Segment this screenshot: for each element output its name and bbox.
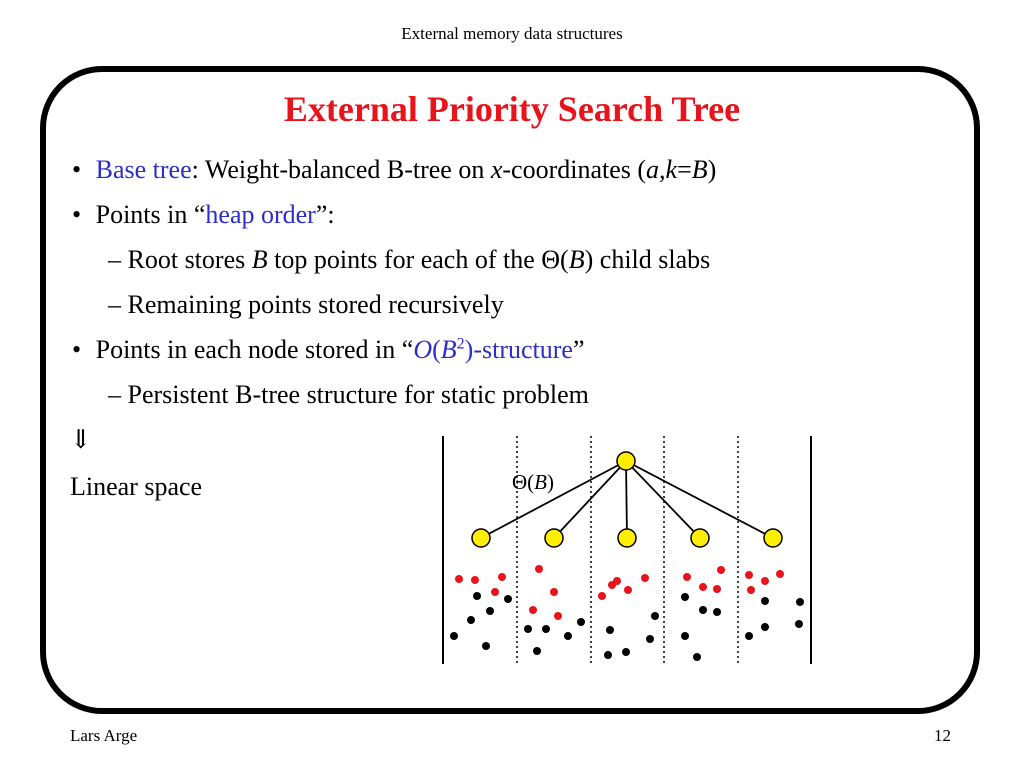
black-point	[681, 632, 689, 640]
red-point	[455, 575, 463, 583]
var-k: k	[665, 155, 678, 184]
var-x: x	[490, 155, 503, 184]
conclusion-text: Linear space	[70, 472, 203, 501]
black-point	[795, 620, 803, 628]
subbullet-recursive: – Remaining points stored recursively	[108, 290, 504, 319]
black-point	[651, 612, 659, 620]
black-point	[796, 598, 804, 606]
slide-header: External memory data structures	[401, 24, 623, 43]
subbullet-text: child slabs	[593, 245, 711, 274]
black-point	[713, 608, 721, 616]
red-point	[624, 586, 632, 594]
black-point	[467, 616, 475, 624]
red-point	[699, 583, 707, 591]
black-point	[504, 595, 512, 603]
red-point	[761, 577, 769, 585]
red-point	[683, 573, 691, 581]
child-node	[691, 529, 709, 547]
black-point	[745, 632, 753, 640]
base-tree-term: Base tree	[95, 155, 192, 184]
theta-symbol: Θ(	[541, 245, 569, 274]
var-B: B	[568, 245, 585, 274]
red-point	[598, 592, 606, 600]
child-node	[472, 529, 490, 547]
close-paren: )	[584, 245, 594, 274]
red-point	[535, 565, 543, 573]
black-point	[486, 607, 494, 615]
implies-arrow: ⇓	[70, 425, 92, 454]
footer-author: Lars Arge	[70, 726, 138, 745]
black-point	[761, 623, 769, 631]
black-point	[681, 593, 689, 601]
red-point	[745, 571, 753, 579]
comma: ,	[659, 155, 666, 184]
bullet-text: Points in “	[95, 200, 206, 229]
theta-label: Θ(B)	[512, 470, 554, 494]
red-point	[641, 574, 649, 582]
child-node	[618, 529, 636, 547]
bullet-text: Points in each node stored in “	[95, 335, 414, 364]
red-point	[613, 577, 621, 585]
red-point	[498, 573, 506, 581]
bullet-text: ”:	[315, 200, 335, 229]
open-paren: (	[432, 335, 441, 364]
red-point	[529, 606, 537, 614]
black-point	[622, 648, 630, 656]
child-node	[764, 529, 782, 547]
black-point	[533, 647, 541, 655]
exponent: 2	[456, 335, 465, 353]
tree-edge	[554, 461, 626, 538]
var-O: O	[413, 335, 433, 364]
red-point	[471, 576, 479, 584]
red-point	[776, 570, 784, 578]
black-point	[646, 635, 654, 643]
close-paren: )	[707, 155, 717, 184]
tree-edge	[626, 461, 627, 538]
subbullet-persistent: – Persistent B-tree structure for static problem	[108, 380, 589, 409]
red-point	[550, 588, 558, 596]
var-B: B	[440, 335, 457, 364]
black-point	[604, 651, 612, 659]
structure-suffix: )-structure	[464, 335, 573, 364]
red-point	[713, 585, 721, 593]
slide-title: External Priority Search Tree	[283, 89, 741, 129]
black-point	[577, 618, 585, 626]
heap-order-term: heap order	[205, 200, 316, 229]
child-node	[545, 529, 563, 547]
bullet-marker: •	[72, 335, 82, 364]
black-point	[450, 632, 458, 640]
black-point	[482, 642, 490, 650]
tree-edge	[626, 461, 773, 538]
red-point	[717, 566, 725, 574]
red-point	[554, 612, 562, 620]
black-point	[473, 592, 481, 600]
subbullet-text: – Root stores	[108, 245, 252, 274]
red-point	[491, 588, 499, 596]
black-point	[699, 606, 707, 614]
bullet-text: -coordinates (	[502, 155, 647, 184]
bullet-text: ”	[572, 335, 585, 364]
var-B: B	[691, 155, 708, 184]
black-point	[606, 626, 614, 634]
black-point	[524, 625, 532, 633]
bullet-marker: •	[72, 200, 82, 229]
root-node	[617, 452, 635, 470]
black-point	[542, 625, 550, 633]
black-point	[693, 653, 701, 661]
var-B: B	[251, 245, 268, 274]
equals: =	[677, 155, 692, 184]
var-a: a	[646, 155, 660, 184]
bullet-marker: •	[72, 155, 82, 184]
tree-edge	[626, 461, 700, 538]
black-point	[761, 597, 769, 605]
black-point	[564, 632, 572, 640]
subbullet-text: top points for each of the	[267, 245, 542, 274]
footer-page-number: 12	[934, 726, 951, 745]
bullet-text: : Weight-balanced B-tree on	[191, 155, 491, 184]
red-point	[747, 586, 755, 594]
